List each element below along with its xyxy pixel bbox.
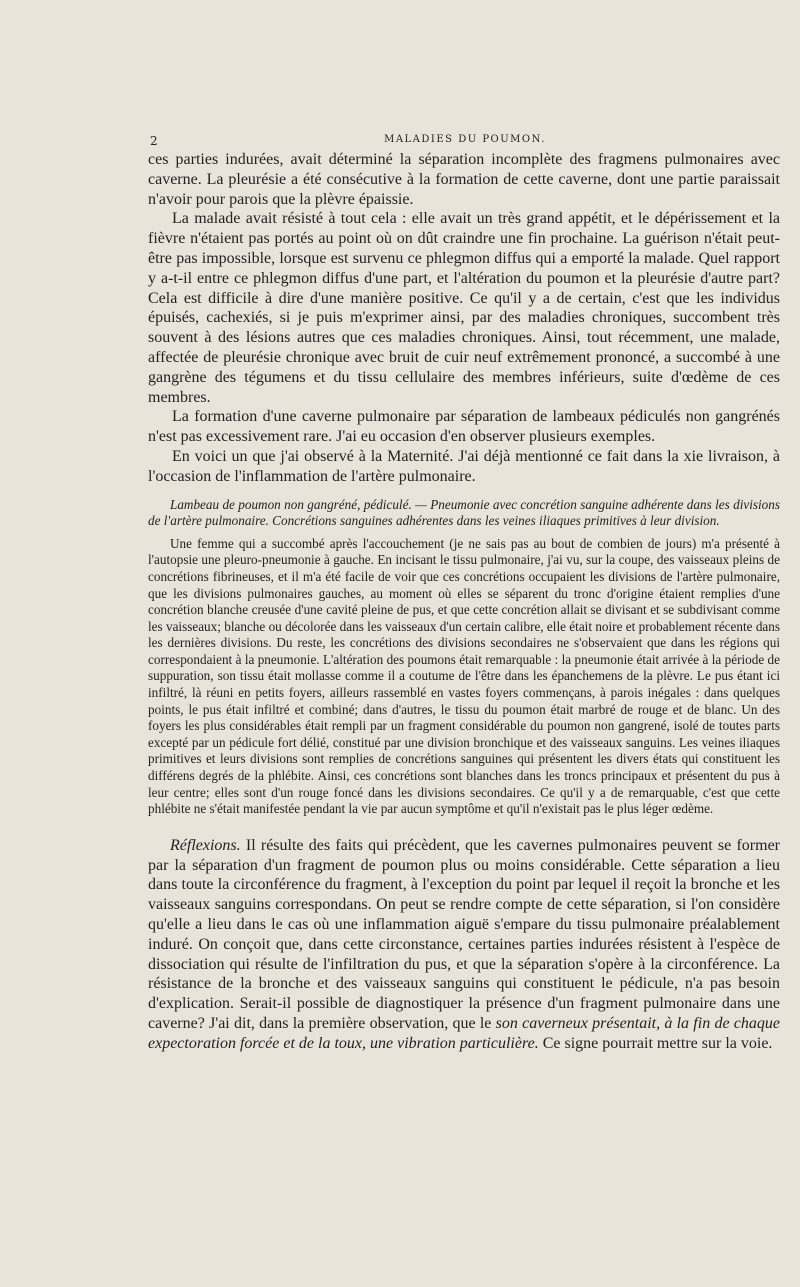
case-title: Lambeau de poumon non gangréné, pédiculé. — Pneumonie avec concrétion sanguine adhérente dans les divisions de l'artère pulmonaire. Concrétions sanguines adhérentes dans les veines iliaques primitives à leur division.	[148, 496, 780, 529]
page-number: 2	[150, 134, 158, 148]
page-content	[148, 150, 780, 1054]
paragraph: En voici un que j'ai observé à la Maternité. J'ai déjà mentionné ce fait dans la xie livraison, à l'occasion de l'inflammation de l'artère pulmonaire.	[148, 447, 780, 485]
reflexions-text: Il résulte des faits qui précèdent, que les cavernes pulmonaires peuvent se former par la séparation d'un fragment de poumon plus ou moins considérable. Cette séparation a lieu dans toute la circonférence du fragment, à l'exception du point par lequel il reçoit la bronche et les vaisseaux sanguins correspondans. On peut se rendre compte de cette séparation, si l'on considère qu'elle a lieu dans le cas où une inflammation aiguë s'empare du tissu pulmonaire préalablement induré. On conçoit que, dans cette circonstance, certaines parties indurées résistent à l'espèce de dissociation qui résulte de l'infiltration du pus, et que la séparation s'opère à la circonférence. La résistance de la bronche et des vaisseaux sanguins qui constituent le pédicule, n'a pas besoin d'explication. Serait-il possible de diagnostiquer la présence d'un fragment pulmonaire dans une caverne? J'ai dit, dans la première observation, que le	[148, 836, 781, 1032]
paragraph: ces parties indurées, avait déterminé la séparation incomplète des fragmens pulmonaires avec caverne. La pleurésie a été consécutive à la formation de cette caverne, dont une partie paraissait n'avoir pour parois que la plèvre épaissie.	[148, 151, 780, 208]
running-head: MALADIES DU POUMON.	[384, 134, 546, 145]
case-text: Une femme qui a succombé après l'accouchement (je ne sais pas au bout de combien de jours) m'a présenté à l'autopsie une pleuro-pneumonie à gauche. En incisant le tissu pulmonaire, j'ai vu, sur la coupe, des vaisseaux pleins de concrétions fibrineuses, et il m'a été facile de voir que ces concrétions occupaient les divisions de l'artère pulmonaire, que les divisions pulmonaires gauches, au moment où elles se séparent du tronc d'origine étaient remplies d'une concrétion blanche creusée d'une cavité pleine de pus, et que cette concrétion allait se divisant et se subdivisant comme les vaisseaux; blanche ou décolorée dans les vaisseaux d'un certain calibre, elle était noire et probablement récente dans les dernières divisions. Du reste, les concrétions des divisions secondaires ne s'observaient que dans les régions qui correspondaient à la pneumonie. L'altération des poumons était remarquable : la pneumonie était arrivée à la période de suppuration, son tissu était mollasse comme il a coutume de l'être dans les épanchemens de la plèvre. Le pus étant ici infiltré, là réuni en petits foyers, ailleurs rassemblé en vastes foyers commençans, à parois inégales : dans quelques points, le pus était infiltré et combiné; dans d'autres, le tissu du poumon était marbré de rouge et de blanc. Un des foyers les plus considérables était rempli par un fragment considérable du poumon non gangrené, isolé de toutes parts excepté par un pédicule fort délié, constitué par une division bronchique et des vaisseaux sanguins. Les veines iliaques primitives et leurs divisions sont remplies de concrétions sanguines qui présentent les divers états qui constituent les différens degrés de la phlébite. Ainsi, ces concrétions sont blanches dans les troncs principaux et présentent du pus à leur centre; elles sont d'un rouge foncé dans les divisions secondaires. Ce qu'il y a de remarquable, c'est que cette phlébite ne s'était manifestée pendant la vie par aucun symptôme et qu'il n'existait pas le plus léger œdème.	[148, 535, 780, 817]
case-report	[148, 497, 780, 818]
paragraph: La formation d'une caverne pulmonaire par séparation de lambeaux pédiculés non gangrénés n'est pas excessivement rare. J'ai eu occasion d'en observer plusieurs exemples.	[148, 408, 780, 446]
reflexions-paragraph	[148, 836, 780, 1054]
reflexions-section	[148, 836, 780, 1054]
reflexions-italic: son caverneux présentait, à la fin de chaque expectoration forcée et de la toux, une vibration particulière.	[148, 1015, 780, 1052]
page-header	[150, 134, 780, 150]
main-text	[148, 150, 780, 487]
reflexions-text-end: Ce signe pourrait mettre sur la voie.	[538, 1034, 773, 1052]
reflexions-label: Réflexions.	[170, 836, 241, 854]
paragraph: La malade avait résisté à tout cela : elle avait un très grand appétit, et le dépérissement et la fièvre n'étaient pas portés au point où on dût craindre une fin prochaine. La guérison n'était peut-être pas impossible, lorsque est survenu ce phlegmon diffus qui a emporté la malade. Quel rapport y a-t-il entre ce phlegmon diffus d'une part, et l'altération du poumon et la pleurésie d'autre part? Cela est difficile à dire d'une manière positive. Ce qu'il y a de certain, c'est que les individus épuisés, cachexiés, si je puis m'exprimer ainsi, par des maladies chroniques, succombent très souvent à des lésions autres que ces maladies chroniques. Ainsi, tout récemment, une malade, affectée de pleurésie chronique avec bruit de cuir neuf extrêmement prononcé, a succombé à une gangrène des tégumens et du tissu cellulaire des membres inférieurs, suite d'œdème de ces membres.	[148, 210, 780, 406]
